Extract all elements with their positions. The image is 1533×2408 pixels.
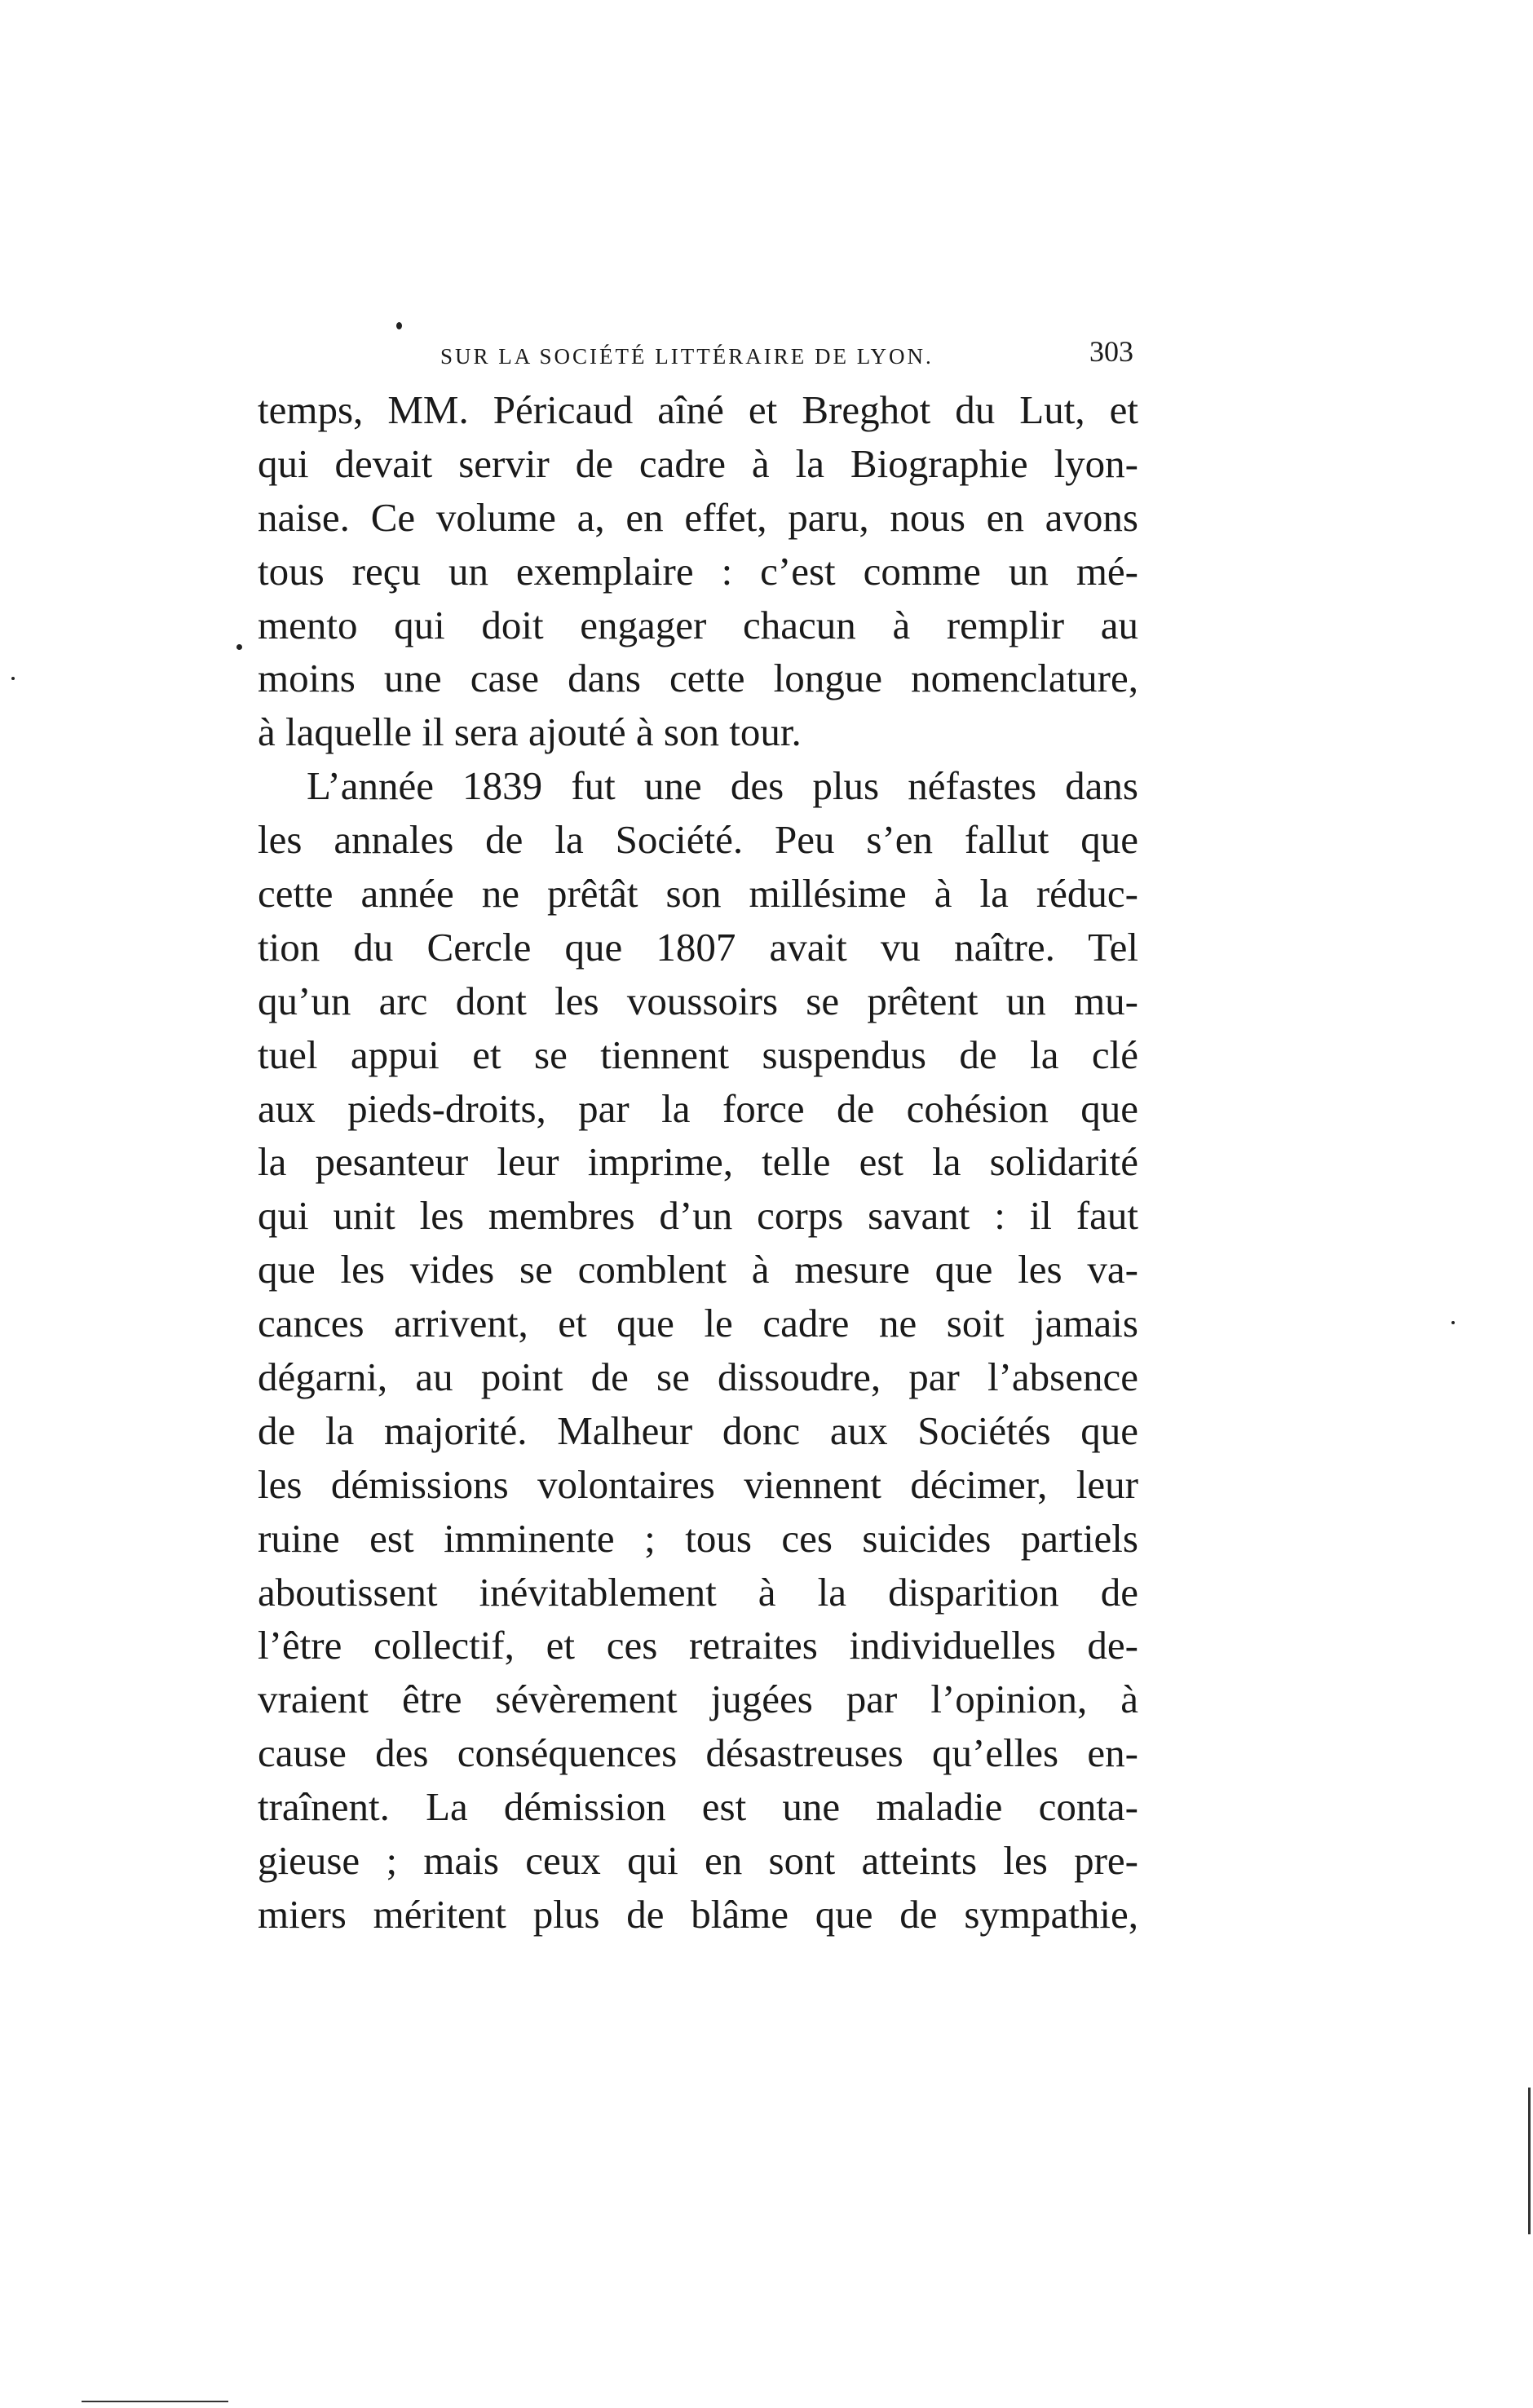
running-head bbox=[440, 334, 1133, 375]
scan-speck bbox=[396, 322, 402, 329]
text-line: miers méritent plus de blâme que de sympathie, bbox=[258, 1891, 1138, 1937]
text-line: tuel appui et se tiennent suspendus de la clé bbox=[258, 1032, 1138, 1077]
scan-speck bbox=[236, 644, 242, 650]
text-line: tous reçu un exemplaire : c’est comme un mé- bbox=[258, 548, 1138, 594]
text-line: aboutissent inévitablement à la disparition de bbox=[258, 1569, 1138, 1615]
text-line: moins une case dans cette longue nomenclature, bbox=[258, 656, 1138, 701]
text-line: qui devait servir de cadre à la Biographie lyon- bbox=[258, 440, 1138, 486]
text-line: aux pieds-droits, par la force de cohésion que bbox=[258, 1085, 1138, 1131]
page-number: 303 bbox=[1089, 335, 1133, 368]
text-line: traînent. La démission est une maladie conta- bbox=[258, 1784, 1138, 1830]
scan-speck bbox=[1451, 1321, 1455, 1324]
scan-speck bbox=[11, 677, 15, 680]
scan-edge-mark bbox=[1528, 2088, 1531, 2234]
text-line: ruine est imminente ; tous ces suicides partiels bbox=[258, 1515, 1138, 1561]
text-line: mento qui doit engager chacun à remplir au bbox=[258, 602, 1138, 647]
text-line: l’être collectif, et ces retraites individuelles de- bbox=[258, 1623, 1138, 1668]
text-line: cette année ne prêtât son millésime à la réduc- bbox=[258, 871, 1138, 917]
scan-edge-mark bbox=[82, 2401, 228, 2402]
text-line: qu’un arc dont les voussoirs se prêtent un mu- bbox=[258, 978, 1138, 1023]
text-line: la pesanteur leur imprime, telle est la solidarité bbox=[258, 1139, 1138, 1185]
paragraph-start-line: L’année 1839 fut une des plus néfastes dans bbox=[307, 763, 1138, 809]
text-line: naise. Ce volume a, en effet, paru, nous en avons bbox=[258, 494, 1138, 540]
text-line: que les vides se comblent à mesure que les va- bbox=[258, 1247, 1138, 1292]
text-line: temps, MM. Péricaud aîné et Breghot du Lut, et bbox=[258, 387, 1138, 432]
running-title: SUR LA SOCIÉTÉ LITTÉRAIRE DE LYON. bbox=[440, 344, 934, 369]
text-line: dégarni, au point de se dissoudre, par l’absence bbox=[258, 1354, 1138, 1400]
text-line: vraient être sévèrement jugées par l’opinion, à bbox=[258, 1677, 1138, 1722]
text-line: cances arrivent, et que le cadre ne soit jamais bbox=[258, 1301, 1138, 1346]
text-line: de la majorité. Malheur donc aux Sociétés que bbox=[258, 1407, 1138, 1453]
text-line: à laquelle il sera ajouté à son tour. bbox=[258, 709, 802, 755]
text-line: tion du Cercle que 1807 avait vu naître. Tel bbox=[258, 924, 1138, 970]
body-text bbox=[258, 383, 1138, 1942]
text-line: les annales de la Société. Peu s’en fallut que bbox=[258, 817, 1138, 863]
text-line: qui unit les membres d’un corps savant : il faut bbox=[258, 1193, 1138, 1239]
text-line: gieuse ; mais ceux qui en sont atteints les pre- bbox=[258, 1838, 1138, 1884]
text-line: les démissions volontaires viennent décimer, leur bbox=[258, 1461, 1138, 1507]
text-line: cause des conséquences désastreuses qu’elles en- bbox=[258, 1730, 1138, 1776]
